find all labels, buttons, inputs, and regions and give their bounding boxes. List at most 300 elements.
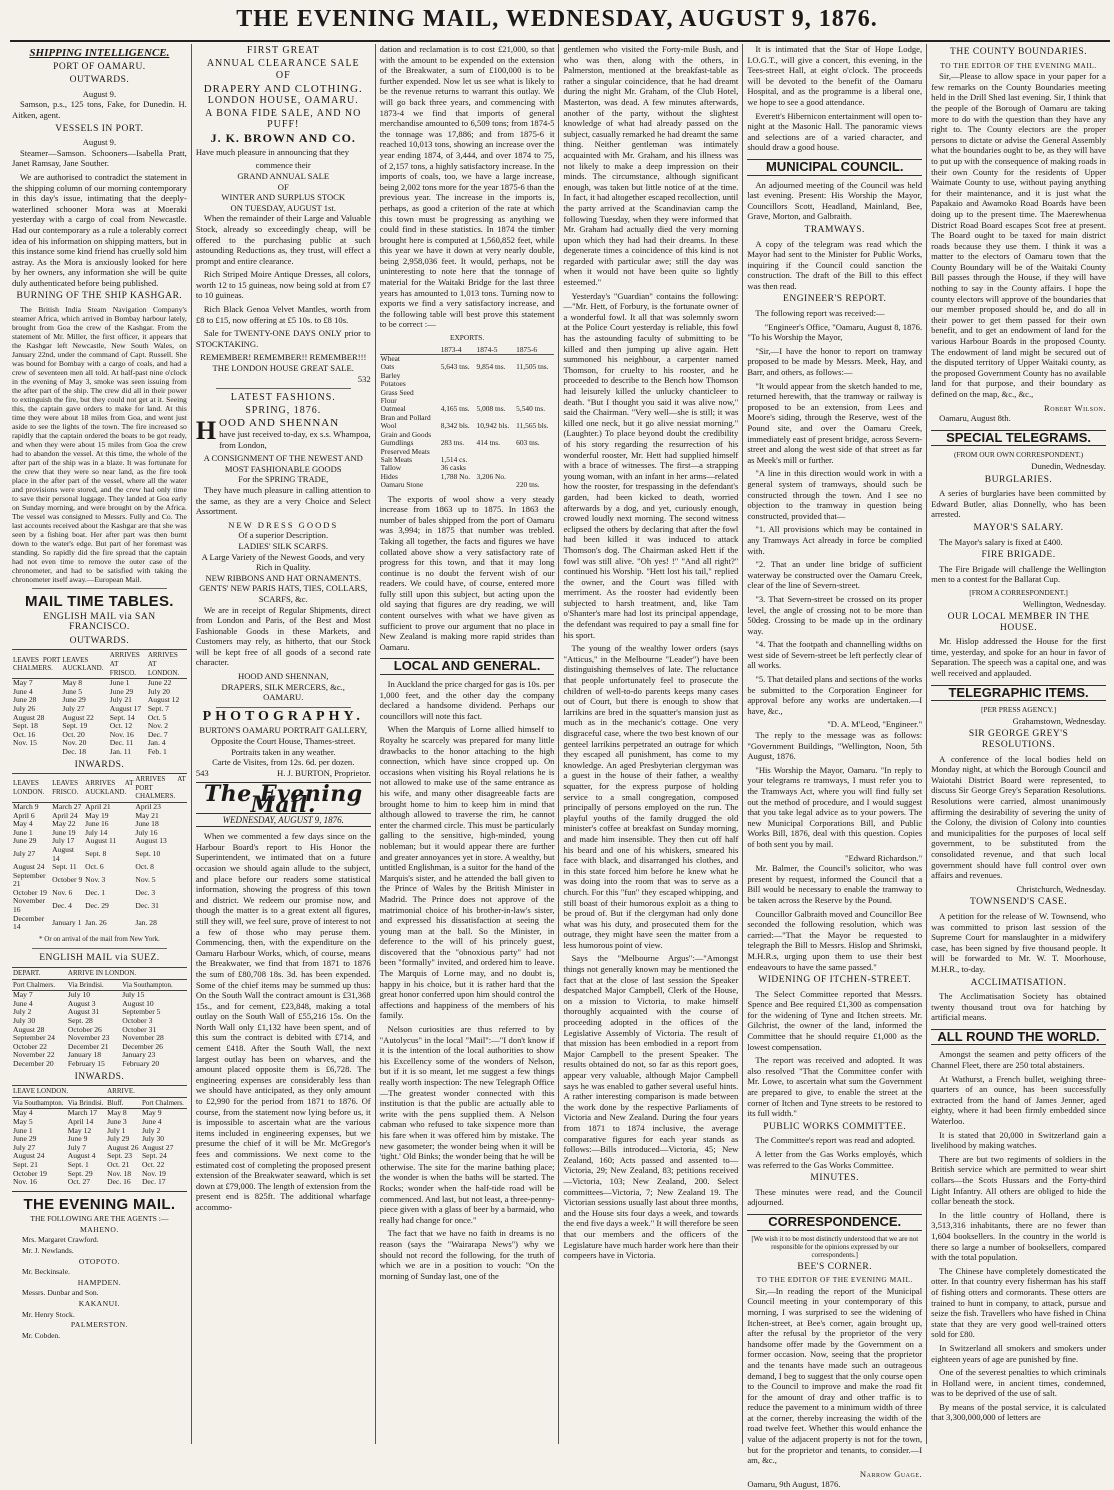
correspondent-sub: [FROM A CORRESPONDENT.] (969, 587, 1068, 597)
member-text: Mr. Hislop addressed the House for the first time, yesterday, and spoke for an hour in favor of Separation. The speech was a capital one, and was well received and applauded. (931, 636, 1106, 679)
sf-in-cell: April 24 (52, 810, 78, 820)
exports-cell: Grass Seed (380, 387, 414, 397)
fowl-paragraph: Yesterday's "Guardian" contains the following:—"Mr. Hett, of Forbury, is the fortunate owner of a wonderful fowl. It all that was solemnly sworn at the Police Court yesterday is reliable, this fowl has the astounding faculty of submitting to be killed and then jumping up alive again. Hett summoned his neighbour, a carpenter named Thomson, for cruelty to his rooster, and he proceeded to describe to the Bench how Thomson had leisurely killed the unlucky chanticleer to death. "But I thought you said it was alive now," said the Chairman. "Very well—she is still; it was killed one neck, but it go alive nessiat morning." (Laughter.) To place beyond doubt the credibility of his story regarding the resurrection of his wonderful rooster, Mr. Hett had supplied himself with a brace of witnesses. The first—a strapping young woman, with an infant in her arms—related how the rooster, for trespassing in the defendant's garden, had been kicked to death, worried afterwards by a dog, and yet, curiously enough, crowed loudly next morning. The second witness eclipsed the others by declaring that after the fowl had been killed it was induced to attack Thomson's dog. The Chairman asked Hett if the fowl was still alive. "Oh yes! !" "And all right?" continued his Worship. "Hett lost his tail," replied the owner, and the Court was filled with merriment. As the rooster had evidently been subjected to harsh treatment, and, like Tam o'Shanter's mare had lost its principal appendage, the defendant was required to pay a small fine for his sport. (563, 290, 739, 640)
suez-in-cell: June 29 (13, 1134, 37, 1144)
hood-name: OOD AND SHENNAN (219, 417, 340, 430)
suez-in-cell: June 4 (141, 1116, 162, 1126)
local-p3: Nelson curiosities are thus referred to by "Autolycus" in the local "Mail":—"I don't know if it is the intention of the local authorities to show his Excellency some of the wonders of Nelson, but if it is so meant, let me suggest a few things really worth inspection: The new Telegraph Office—The greatest wonder connected with this institution is that the public are actually able to write with the pens supplied them. A Nelson cabman who refused to take sixpence more than his fare when it was offered him by mistake. The new gasometer; the wonder being when it will be 'tight.' Old Binks; the wonder being that he will be otherwise. The site for the marine bathing place; the wonder is when the baths will be started. The Rocks; wonder when the half-tide road will be commenced. And last, but not least, a three-penny-piece given with a glass of beer by a barmaid, who really had change for once." (379, 1024, 555, 1225)
agent-place: KAKANUI. (78, 1299, 121, 1309)
suez-cell: December 20 (13, 1058, 54, 1068)
sf-out-cell: Dec. 7 (147, 729, 168, 739)
suez-col-depart: DEPART. (12, 968, 67, 980)
exports-cell: 11,565 bls. (516, 421, 549, 431)
sf-out-cell: June 1 (109, 678, 130, 688)
sf-in-cell: Dec. 3 (135, 887, 156, 897)
suez-in-cell: Dec. 16 (107, 1177, 131, 1187)
brown-line-5: ON TUESDAY, AUGUST 1st. (230, 202, 336, 213)
boundaries-letter: Sir,—Please to allow space in your paper for a few remarks on the County Boundaries meeting held in the Drill Shed last evening. Sir, I think that the people of the Borough of Oamaru are taking more to do with the question than they have any right to. The County electors are the proper persons to dictate or advise the General Assembly what the boundaries ought to be, as they will have to put up with the consequence of making roads in their own County for the residents of Upper Waimate County to use, without paying anything for their maintenance, and it is just what the Papakaio and Awamoko Road Boards have been doing up to the present time. The Maerewhenua District Road Board escapes Scot free at present. The Board ought to be taxed for main district roads because they use them. I think it was a matter to the electors of Oamaru town that the County Boundary will be of the Waitaki County Bill passes through the House, if they will have nothing to say in the County affairs. I hope the county electors will approve of the boundaries that our member proposed should be, and do all in their power to get them passed for their own benefit, and to get an endowment of land for the various Harbour Boards in the proposed County. The endowment of land might be secured out of the disputed territory of Upper Waitaki county, as the proposed Government County has no available land for that purpose, and their boundary as defined on the map, &c., &c., (931, 71, 1106, 399)
brown-number: 532 (357, 373, 371, 384)
sf-in-cell: August 13 (135, 836, 167, 846)
exports-cell (476, 389, 516, 397)
suez-table (12, 967, 187, 1069)
burglaries-text: A series of burglaries have been committed by Edward Butler, alias Donnelly, who has been arrested. (931, 488, 1106, 520)
photo-p4: Carte de Visites, from 12s. 6d. per dozen. (212, 757, 355, 768)
agent-name: Mr. J. Newlands. (22, 1246, 74, 1256)
sf-out-cell: Sept. 18 (13, 721, 38, 731)
fashions-title: LATEST FASHIONS. (230, 392, 336, 404)
council-p3b: "Engineer's Office, "Oamaru, August 8, 1876. (764, 321, 923, 332)
suez-in-cell: May 8 (107, 1108, 127, 1118)
agent-name: Mr. Cobden. (22, 1330, 61, 1340)
suez-sub-1: Via Brindisi. (67, 979, 121, 991)
sf-out-cell: Oct. 20 (62, 729, 85, 739)
burglaries-heading: BURGLARIES. (984, 474, 1053, 485)
suez-in-cell: Sept. 24 (141, 1151, 167, 1161)
photo-p1: BURTON'S OAMARU PORTRAIT GALLERY, (199, 725, 368, 736)
sf-out-cell: June 22 (147, 678, 172, 688)
sf-in-cell: Dec. 1 (85, 887, 105, 897)
sale-title: ANNUAL CLEARANCE SALE (206, 57, 360, 69)
sf-out-header: LEAVES AUCKLAND. (61, 650, 108, 679)
kashgar-heading: BURNING OF THE SHIP KASHGAR. (16, 291, 183, 302)
suez-cell: October 3 (122, 1016, 153, 1025)
sf-heading: ENGLISH MAIL via SAN FRANCISCO. (43, 611, 156, 633)
hood-p9: NEW RIBBONS AND HAT ORNAMENTS. (205, 572, 362, 583)
sale-of: OF (275, 70, 291, 82)
sf-in-cell: March 9 (13, 801, 39, 811)
suez-in-cell: August 26 (107, 1142, 139, 1152)
suez-cell: November 22 (13, 1050, 55, 1060)
suez-in-cell: Oct. 21 (107, 1159, 130, 1169)
sf-in-cell: Dec. 4 (52, 900, 72, 910)
brown-line-1: commence their (255, 160, 311, 171)
suez-in-cell: May 12 (67, 1125, 92, 1135)
sf-out-cell: Nov. 15 (13, 738, 37, 748)
sf-in-cell: Oct. 8 (135, 862, 154, 872)
argus-paragraph: Says the "Melbourne Argus":—"Amongst things not generally known may be mentioned the fact that at the close of last session the Speaker despatched Major Campbell, Clerk of the House, on a mission to Victoria, to make himself thoroughly acquainted with the course of proceeding adopted in the offices of the Legislative Assembly of Victoria. The result of that mission has been embodied in a report from Major Campbell to the present Speaker. The results obtained do not, so far as this report goes, appear very valuable, although Major Campbell says he was enabled to gather several useful hints. A rather interesting comparison is made between the work done by the respective Parliaments of Victoria and New Zealand. During the four years from 1871 to 1874 inclusive, the average comparative figures for each year stands as follows:—Bills introduced—Victoria, 45; New Zealand, 160; Acts passed and assented to—Victoria, 29; New Zealand, 83; petitions received—Victoria, 103; New Zealand, 200. Select committees—Victoria, 7; New Zealand 19. The Victorian sessions usually last about three months, and the House sits four days a week, and towards the end five days a week." It will therefore be seen that our members and the officers of the Legislature have much harder work here than their compeers have in Victoria. (563, 953, 739, 1261)
exports-cell: Oats (380, 362, 395, 372)
exports-cell: 5,008 tns. (476, 404, 506, 414)
column-5 (743, 44, 927, 1490)
kashgar-paragraph: The British India Steam Navigation Company's steamer Africa, which arrived in Bombay harbour lately, brought from Goa the crew of the Kashgar. From the statement of Mr. Miller, the first officer, it appears that the Kashgar left Newcastle, New South Wales, on January 22nd, under the command of Capt. Russell. She was bound for Bombay with a cargo of coals, and had a crew of seventeen men all told. At half-past nine o'clock in the evening of May 3, smoke was seen issuing from the after part of the ship. The crew did all in their power to extinguish the fire, but they could not get at it. Seeing this, the captain gave orders to make for land. At this time they were about 18 miles from Goa, and went just aside to see the lights of the town. The fire increased so rapidly that the captain ordered the boats to be got ready, and when they were about 15 miles from Goa the crew had to abandon the vessel. At this time, the whole of the after part of the ship was in a blaze. It was fortunate for the crew that they were so near land, as the fire took place in the after part of the vessel, where all the water and provisions were stored, and the crew had only time to save their personal luggage. They landed at Goa early on Sunday morning, and were brought on by the Africa. The vessel was consigned to Messrs. Fully and Co. The last accounts received about the Kashgar are that she was seen by a fishing boat. Her after part was then burnt down to the water's edge. But part of her foremast was standing. So rapidly did the fire spread that the captain had not even time to remove the outer case of the chronometer, and had to be satisfied with taking the chronometer itself away.—European Mail. (12, 305, 187, 585)
vessels-text: Steamer—Samson. Schooners—Isabella Pratt, Janet Ramsay, Jane Souther. (12, 147, 187, 169)
exports-cell: 11,505 tns. (516, 362, 549, 372)
suez-in-cell: Nov. 18 (107, 1168, 132, 1178)
hibernicon-paragraph: Everett's Hibernicon entertainment will open to-night at the Masonic Hall. The panoramic views and selections are of a varied character, and should draw a good house. (747, 110, 923, 153)
exports-row (380, 363, 555, 371)
special-telegrams-heading: SPECIAL TELEGRAMS. (931, 430, 1106, 447)
exports-cell: 1,514 cs. (440, 454, 468, 464)
sf-in-header: ARRIVES AT AUCKLAND. (84, 774, 134, 803)
outwards-text: Samson, p.s., 125 tons, Fake, for Dunedin. H. Aitken, agent. (12, 99, 187, 120)
exports-cell: 414 tns. (476, 438, 500, 448)
world-p9: By means of the postal service, it is calculated that 3,300,000,000 of letters are (931, 1401, 1106, 1423)
suez-in-cell: Sept. 23 (107, 1151, 132, 1161)
fashions-season: SPRING, 1876. (245, 404, 322, 416)
sf-in-cell: May 4 (13, 819, 33, 829)
suez-in-cell: August 27 (141, 1142, 174, 1152)
editorial-continued: dation and reclamation is to cost £21,000, so that with the amount to be expended on the extension of the Breakwater, a sum of £100,000 is to be further expended. Now let us see what is likely to be the revenue returns to warrant this outlay. We will go back three years, and commencing with 1873-4 we find that imports of general merchandise amounted to 6,509 tons; from 1874-5 the tonnage was 17,886; and from 1875-6 it reached 10,013 tons, showing an increase over the year ending 1874, of 3,444, and over 1874 to 75, of 2,157 tons, a highly satisfactory increase. In the imports of coals, too, we have a large increase, being 2,002 tons more for the year 1875-6 than the previous year. The increase in the imports is, perhaps, as good a criterion of the rate at which this town must be progressing as anything we could find in these statistics. In 1874 the timber brought here is computed at 1,560,852 feet, while this year we have it down at very nearly double, being 2,958,036 feet. It would, perhaps, not be uninteresting to note here that the tonnage of material for the Waitaki Bridge for the last three years has amounted to 1,013 tons. Turning now to exports we find a very satisfactory increase, and the following table will best prove this statement to be correct :— (379, 44, 555, 330)
council-p18: The Committee's report was read and adopted. (755, 1135, 916, 1146)
suez-row (12, 991, 187, 1000)
bees-date: Oamaru, 9th August, 1876. (747, 1479, 841, 1490)
dropcap-h-icon: H (195, 416, 217, 446)
council-p10: "4. That the footpath and channelling widths on west side of Severn-street be left perfectly clear of all works. (747, 639, 923, 671)
hood-p4: They have much pleasure in calling attention to the same, as they are a very Choice and Select Assortment. (195, 484, 371, 517)
exports-cell (440, 380, 476, 388)
sf-in-cell: August 11 (85, 836, 117, 846)
council-p5: "It would appear from the sketch handed to me, returned herewith, that the tramway or railway is proposed to be an extension, from Lees and Moore's siding, through the Reserve, west of the Pound site, and over the Oamaru Creek, immediately east of present bridge, across Severn-street and along the west side of that street as far as Meek's mill or further. (747, 380, 923, 465)
sf-in-cell: Nov. 6 (52, 887, 73, 897)
correspondence-heading: CORRESPONDENCE. (747, 1214, 922, 1231)
suez-in-cell: August 24 (13, 1151, 45, 1161)
brown-intro: Have much pleasure in announcing that they (195, 146, 350, 157)
suez-in-cell: March 17 (67, 1108, 98, 1118)
telegraphic-sub: [PER PRESS AGENCY.] (980, 705, 1057, 715)
column-6 (927, 44, 1110, 1444)
sf-out-header: LEAVES PORT CHALMERS. (12, 650, 61, 679)
agent-place: OTOPOTO. (78, 1256, 120, 1266)
suez-in-cell: Sept. 21 (13, 1159, 38, 1169)
suez-in-cell: May 4 (13, 1108, 33, 1118)
brown-line-3: OF (277, 181, 289, 192)
column-1 (8, 44, 192, 1444)
divider (32, 588, 167, 589)
council-p15: Councillor Galbraith moved and Councillor Bee seconded the following resolution, which was carried:—"That the Mayor be requested to telegraph the Bill to Messrs. Hislop and Shrimski, M.H.R.s, urging upon them to use their best endeavours to have the same passed." (747, 908, 923, 972)
suez-in-cell: Sept. 29 (67, 1168, 93, 1178)
brown-p2: When the remainder of their Large and Valuable Stock, already so exceedingly cheap, will be offered to the purchasing public at such astounding Reductions as, they trust, will effect a prompt and entire clearance. (195, 213, 371, 266)
sf-out-cell: June 5 (62, 686, 83, 696)
exports-cell: Grain and Goods (380, 429, 432, 439)
brown-p4: Rich Black Genoa Velvet Mantles, worth from £8 to £15, now offering at £5 10s. to £8 10s. (195, 304, 371, 325)
sf-in-cell: April 21 (85, 801, 111, 811)
sf-out-cell: Oct. 12 (109, 721, 133, 731)
sf-out-cell: Jan. 11 (109, 746, 132, 756)
itchen-heading: WIDENING OF ITCHEN-STREET. (758, 975, 912, 986)
suez-in-sub-2: Bluff. (106, 1097, 141, 1109)
wellington-dateline: Wellington, Wednesday. (1022, 598, 1106, 609)
sf-out-cell: July 20 (147, 686, 170, 696)
grey-heading: SIR GEORGE GREY'S RESOLUTIONS. (968, 729, 1069, 751)
exports-cell: Hides (380, 471, 398, 481)
suez-row (12, 1000, 187, 1009)
exports-cell: Salt Meats (380, 454, 413, 464)
sf-inwards-heading: INWARDS. (74, 759, 125, 770)
exports-cell (440, 389, 476, 397)
sf-out-cell: Dec. 18 (62, 746, 87, 756)
suez-cell: February 20 (122, 1058, 160, 1068)
sf-out-cell: June 4 (13, 686, 33, 696)
council-p13-sig: "Edward Richardson." (844, 852, 923, 863)
sf-out-cell: Oct. 5 (147, 712, 167, 722)
hood-sig-2: DRAPERS, SILK MERCERS, &c., (221, 681, 345, 692)
exports-cell: 3,206 No. (476, 471, 506, 481)
exports-cell: Oatmeal (380, 404, 406, 414)
sf-in-cell: January 1 (52, 917, 82, 927)
masthead-title: THE EVENING MAIL, WEDNESDAY, AUGUST 9, 1876. (236, 6, 878, 32)
editorial: When we commented a few days since on the Harbour Board's report to His Honor the Superintendent, we intimated that on a future occasion we should again allude to the subject, and place before our readers some statistical information, showing the progress of this town and district. We redeem our promise now, and though the matter is to a great extent all figures, still they will, we feel sure, prove of interest to not a few of those who may peruse them. Commencing, then, with the expenditure on the Oamaru Harbour Works, which, of course, means the Breakwater, we find that from 1871 to 1876 the sum of £80,708 18s. 3d. has been expended. Some of the chief items may be summed up thus: On the South Wall the contract amount is £31,368 15s., and for cement, £23,848, making a total outlay on the South Wall of £55,216 15s. On the North Wall only £1,132 have been spent, and of this sum the contract is debited with £714, and cement £418. After the South Wall, the next largest outlay has been on wharves, and the amount placed opposite them is £6,728. The engineering expenses are considerably less than we should have anticipated, as they only amount to £2,990 for the period from 1871 to 1876. Of course, from the statement now lying before us, it is impossible to ascertain what are the various items included in engineering expenses, but we presume the chief of it will be Mr. McGregor's fees and commissions. We next come to the estimated cost of completing the proposed present extension of the Breakwater seaward, which is set down at £79,000. The length of extension from the present end is 825ft. The additional wharfage accommo- (195, 831, 371, 1212)
exports-cell: 9,854 tns. (476, 362, 506, 372)
council-p19: A letter from the Gas Works employés, which was referred to the Gas Works Committee. (747, 1149, 923, 1170)
sf-out-header: ARRIVES AT LONDON. (147, 650, 187, 679)
hood-p3: For the SPRING TRADE, (238, 474, 329, 485)
exports-cell (440, 372, 476, 380)
sf-out-cell: Sept. 14 (109, 712, 135, 722)
column-3 (376, 44, 560, 1444)
suez-in-cell: Nov. 16 (13, 1177, 37, 1187)
council-p3c: "To his Worship the Mayor, (747, 332, 843, 343)
sf-in-header: LEAVES FRISCO. (51, 774, 84, 803)
sf-out-cell: May 8 (62, 678, 83, 688)
exports-header: 1875-6 (515, 346, 554, 355)
bees-signature: Narrow Guage. (859, 1468, 923, 1479)
sf-out-cell: July 26 (13, 704, 36, 713)
exports-cell (515, 448, 554, 456)
sf-in-row (12, 915, 187, 932)
council-p6: "A line in this direction would work in with a general system of tramways, should such be constructed through the town. And I see no objection to the tramway in question being constructed, provided that— (747, 468, 923, 521)
suez-cell: October 26 (67, 1024, 102, 1034)
local-p4: The fact that we have no faith in dreams is no reason (says the "Wairarapa News") why we should not record the following, for the truth of which we are in a position to vouch: "On the morning of Sunday last, one of the (379, 1228, 555, 1281)
suez-in-cell: July 1 (107, 1125, 126, 1135)
council-p11-sig: "D. A. M'Leod, "Engineer." (827, 719, 923, 730)
suez-cell: September 24 (13, 1033, 55, 1043)
public-works-heading: PUBLIC WORKS COMMITTEE. (763, 1121, 907, 1132)
suez-sub-0: Port Chalmers. (12, 979, 67, 991)
columns (8, 44, 1110, 1490)
agents-subheading: THE FOLLOWING ARE THE AGENTS :— (30, 1214, 169, 1224)
suez-in-col-leave: LEAVE LONDON. (12, 1086, 106, 1098)
suez-in-cell: May 5 (13, 1116, 33, 1126)
townsend-text: A petition for the release of W. Townsend, who was committed to prison last session of the Supreme Court for manslaughter in a midwifery case, has been signed by five thousand people. It will be forwarded to Mr. W. T. Moorhouse, M.H.R., to-day. (931, 910, 1106, 974)
suez-cell: January 23 (122, 1050, 156, 1060)
suez-in-sub-1: Via Brindisi. (67, 1097, 106, 1109)
boundaries-heading: THE COUNTY BOUNDARIES. (950, 47, 1088, 57)
exports-cell (476, 481, 516, 489)
world-p6: The Chinese have completely domesticated the otter. In that country every fisherman has his staff of fishing otters and cormorants. These otters are trained to hunt in company, to attack, pursue and seize the fish. Travellers who have fished in China state that they are very good well-trained otters sold for £80. (931, 1265, 1106, 1340)
sf-in-cell: July 16 (135, 827, 158, 837)
suez-cell: December 21 (67, 1041, 109, 1051)
sf-in-cell: Sept. 8 (85, 849, 107, 859)
grahamstown-dateline: Grahamstown, Wednesday. (1012, 715, 1106, 726)
exports-row (380, 481, 555, 489)
sf-in-cell: Dec. 31 (135, 900, 159, 910)
paper-title: The Evening Mail. (203, 781, 363, 818)
exports-cell: 283 tns. (440, 438, 465, 448)
divider (216, 707, 351, 708)
sf-out-cell: August 28 (13, 712, 45, 722)
sale-pre: FIRST GREAT (246, 45, 320, 56)
sf-in-cell: July 14 (85, 827, 108, 837)
agents-heading: THE EVENING MAIL. (23, 1195, 176, 1213)
suez-in-cell: July 30 (141, 1134, 165, 1144)
sf-in-cell: Oct. 6 (85, 862, 104, 872)
larrikins-paragraph: The young of the wealthy lower orders (says "Atticus," in the Melbourne "Leader") have been distinguishing themselves of late. The reluctance that people unfortunately feel to prosecute the children of well-to-do parents keeps many cases out of Court, but there is enough to show that larrikins are bred in the squatter's mansion just as much as in the mechanic's cottage. One very disgraceful case, where the two best known of our genteel larrikins perpetrated an outrage for which they escaped all punishment, has come to my knowledge. An aged Presbyterian clergyman was a guest in the house of their father, a wealthy squatter, for the express purpose of holding service to a small congregation, composed principally of persons employed on the run. The playful youths of the family drugged the old minister's coffee at breakfast on Sunday morning, and made him insensible. They then cut off half his beard and one of his whiskers, smeared his face with black, and disarranged his clothes, and in this state forced him before he knew what he was doing into the room that was to serve as a church. For this "fun" they escaped whipping, and still boast of their humorous exploit as a thing to be proud of. But if the clergyman had only done what was his duty, and prosecuted them for the outrage, they might have seen the matter from a less humorous point of view. (563, 643, 739, 950)
sf-in-row (12, 872, 187, 889)
exports-cell: 10,942 bls. (476, 421, 510, 431)
exports-cell (476, 372, 516, 380)
exports-cell: Wool (380, 421, 397, 431)
minutes-heading: MINUTES. (810, 1173, 860, 1184)
suez-in-cell: Dec. 17 (141, 1177, 166, 1187)
sf-in-header: ARRIVES AT PORT CHALMERS. (134, 774, 186, 803)
sale-what: DRAPERY AND CLOTHING. (203, 82, 363, 95)
agent-place: MAHENO. (80, 1224, 119, 1234)
hood-p7: LADIES' SILK SCARFS. (238, 540, 329, 551)
sf-out-cell: Nov. 2 (147, 721, 169, 731)
agent-name: Mrs. Margaret Crawford. (22, 1235, 99, 1245)
boundaries-signature: Robert Wilson. (1044, 402, 1106, 413)
sf-in-cell: May 22 (52, 819, 76, 829)
photo-title: PHOTOGRAPHY. (202, 708, 364, 724)
exports-table (380, 346, 555, 490)
masthead-rule (10, 40, 1110, 42)
exports-cell (515, 456, 554, 464)
fire-heading: FIRE BRIGADE. (981, 550, 1056, 561)
suez-in-cell: July 29 (107, 1134, 130, 1144)
exports-cell (476, 448, 516, 456)
council-heading: MUNICIPAL COUNCIL. (747, 159, 922, 176)
exports-cell: 5,540 tns. (516, 404, 546, 414)
vessels-date: August 9. (82, 137, 117, 148)
exports-cell: Wheat (380, 354, 400, 364)
special-telegrams-sub: (FROM OUR OWN CORRESPONDENT.) (953, 450, 1084, 460)
sale-bona: A BONA FIDE SALE, AND NO PUFF! (205, 107, 362, 130)
council-p4: "Sir,—I have the honor to report on tramway proposed to be made by Messrs. Meek, Hay, and Barr, and others, as follows:— (747, 345, 923, 378)
suez-in-cell: June 3 (107, 1116, 127, 1126)
exports-cell: Oamaru Stone (380, 480, 424, 490)
suez-in-cell: July 7 (67, 1142, 87, 1152)
suez-in-cell: June 9 (67, 1134, 88, 1144)
suez-cell: February 15 (67, 1058, 105, 1068)
suez-in-cell: Sept. 1 (67, 1159, 89, 1169)
exports-cell: 603 tns. (516, 438, 540, 448)
sf-in-cell: Sept. 11 (52, 862, 77, 872)
exports-cell: Tallow (380, 463, 402, 473)
suez-cell: July 15 (122, 990, 145, 1000)
exports-cell: Bran and Pollard (380, 412, 431, 422)
suez-cell: July 30 (13, 1016, 36, 1025)
world-p1: Amongst the seamen and petty officers of the Channel Fleet, there are 250 total abstainers. (931, 1049, 1106, 1071)
sf-out-cell: August 17 (109, 704, 142, 713)
sf-out-cell: Jan. 4 (147, 738, 166, 748)
shipping-paragraph: We are authorised to contradict the statement in the shipping column of our morning contemporary in this day's issue, intimating that the deeply-waterlined schooner Mora was at Moeraki yesterday with a cargo of coal from Newcastle. Had our contemporary as a rule a tolerably correct idea of his information on shipping matters, but in this instance some kind friend has cruelly sold him astray. As the Mora is anxiously looked for here by her owners, any information she will be quite duly authenticated before being published. (12, 171, 187, 288)
sf-in-cell: Nov. 5 (135, 874, 156, 884)
photo-signature: H. J. BURTON, Proprietor. (277, 767, 371, 778)
sf-in-cell: July 17 (52, 836, 75, 846)
agent-name: Mr. Henry Stock. (22, 1309, 75, 1319)
exports-cell: 220 tns. (516, 480, 540, 490)
sf-out-cell (12, 748, 61, 757)
suez-in-row (12, 1118, 187, 1127)
suez-cell: October 22 (13, 1041, 47, 1051)
exports-cell: 4,165 tns. (440, 404, 470, 414)
sf-in-header: LEAVES LONDON. (12, 774, 51, 803)
sf-note: * Or on arrival of the mail from New York. (39, 934, 160, 943)
suez-row (12, 1060, 187, 1069)
photo-p2: Opposite the Court House, Thames-street. (211, 736, 356, 747)
correspondence-note: [We wish it to be most distinctly understood that we are not responsible for the opinions expressed by our correspondents.] (751, 1234, 919, 1259)
sf-in-cell: May 21 (135, 810, 159, 820)
hood-p6: Of a superior Description. (238, 530, 329, 541)
sf-in-cell: Sept. 10 (135, 849, 161, 859)
hood-p10: GENTS' NEW PARIS HATS, TIES, COLLARS, SCARFS, &c. (199, 583, 368, 604)
member-heading: OUR LOCAL MEMBER IN THE HOUSE. (947, 612, 1090, 633)
fire-text: The Fire Brigade will challenge the Wellington men to a contest for the Ballarat Cup. (931, 563, 1106, 585)
townsend-heading: TOWNSEND'S CASE. (969, 897, 1068, 908)
acclimatisation-text: The Acclimatisation Society has obtained twenty thousand trout ova for hatching by artificial means. (931, 991, 1106, 1023)
sf-out-cell: Feb. 1 (147, 746, 167, 756)
boundaries-date: Oamaru, August 8th. (939, 413, 1011, 424)
exports-row (380, 389, 555, 397)
brown-p6: REMEMBER! REMEMBER!! REMEMBER!!! (200, 352, 367, 363)
sf-inwards-table (12, 773, 187, 932)
world-p5: In the little country of Holland, there is 3,513,316 inhabitants, there are no fewer than 1,604 booksellers. In the country in the world is there so large a number of booksellers, compared with the total population. (931, 1209, 1106, 1263)
suez-in-cell: July 27 (13, 1142, 36, 1152)
council-p3: The following report was received:— (755, 308, 885, 319)
sf-out-cell: June 29 (62, 695, 86, 705)
mayor-heading: MAYOR'S SALARY. (973, 522, 1064, 533)
divider (12, 1191, 187, 1192)
column-4 (559, 44, 743, 1444)
suez-in-cell: July 2 (141, 1125, 161, 1135)
sf-in-cell: August 24 (13, 862, 45, 872)
exports-cell (476, 380, 516, 388)
brown-p7: THE LONDON HOUSE GREAT SALE. (212, 363, 354, 374)
suez-in-cell: Nov. 19 (141, 1168, 166, 1178)
photo-p3: Portraits taken in any weather. (231, 746, 336, 757)
brown-p3: Rich Striped Moire Antique Dresses, all colors, worth 12 to 15 guineas, now being sold at from £7 to 10 guineas. (195, 269, 371, 301)
sf-in-cell: December 14 (13, 913, 45, 932)
suez-cell: June 4 (13, 998, 33, 1008)
suez-in-cell: October 19 (13, 1168, 47, 1178)
sf-outwards-table (12, 649, 187, 756)
exports-cell: 8,342 bls. (440, 421, 470, 431)
sf-in-cell: September 21 (13, 870, 46, 889)
mail-heading: MAIL TIME TABLES. (25, 593, 174, 611)
agent-name: Mr. Beckinsale. (22, 1267, 70, 1277)
world-heading: ALL ROUND THE WORLD. (931, 1029, 1106, 1046)
agent-place: HAMPDEN. (77, 1277, 122, 1287)
suez-cell: Sept. 28 (67, 1016, 93, 1025)
suez-cell: January 18 (67, 1050, 102, 1060)
suez-cell: November 28 (122, 1033, 164, 1043)
exports-cell: Preserved Meats (380, 446, 430, 456)
sale-where: LONDON HOUSE, OAMARU. (207, 95, 359, 107)
exports-cell: 36 casks (440, 463, 466, 473)
brown-name: J. K. BROWN AND CO. (210, 131, 356, 146)
bees-letter: Sir,—In reading the report of the Municipal Council meeting in your contemporary of this morning, I was surprised to see the widening of Itchen-street, at Bee's corner, again brought up, after the refusal by the proprietor of the very handsome offer made by the Government on a former occasion. Now, seeing that the proprietor and the tenants have made such an outrageous demand, I beg to suggest that the only course open to the Council to improve and make the road fit for the amount of dray and other traffic is to reduce the pavement to a minimum width of three at the corner, thereby increasing the width of the road twelve feet. Whether this would enhance the value of the adjacent property is not for the town, but for the proprietor and tenants, to consider.—I am, &c., (747, 1285, 923, 1466)
sf-out-cell: Nov. 20 (62, 738, 87, 748)
sf-in-row (12, 837, 187, 846)
dream-continued: gentlemen who visited the Forty-mile Bush, and who was then, along with the others, in Palmerston, mentioned at the breakfast-table as rather a singular coincidence, that he had dreamt during the night Mr. Graham, of the Club Hotel, Masterton, was dead. A few minutes afterwards, another of the party, without the slightest knowledge of what had already passed on the subject, casually remarked he had dreamt the same thing. Neither gentleman was intimately acquainted with Mr. Graham, and his illness was not likely to make a deep impression on their minds. The circumstance, although significant enough, was taken but little notice of at the time. In fact, it had altogether escaped recollection, until the party arrived at the Scandinavian camp the following Tuesday, when they were informed that Mr. Graham had actually died the very morning upon which they had had their dreams. In these degenerate times a coincidence of this kind is not regarded with particular awe; still the day was when it would not have been quite so lightly esteemed." (563, 44, 739, 288)
sf-in-cell: Jan. 28 (135, 917, 157, 927)
lodge-paragraph: It is intimated that the Star of Hope Lodge, I.O.G.T., will give a concert, this evening, in the Tees-street Hall, at eight o'clock. The proceeds will be devoted to the benefit of the Oamaru Hospital, and as the programme is a liberal one, we hope to see a good attendance. (747, 44, 923, 107)
sf-out-cell: May 7 (13, 678, 33, 688)
sf-in-cell: June 1 (13, 827, 33, 837)
suez-in-cell: June 1 (13, 1125, 33, 1135)
exports-row (380, 456, 555, 464)
council-p2: A copy of the telegram was read which the Mayor had sent to the Minister for Public Works, inquiring if the Council could sanction the construction. The draft of the Bill to this effect was then read. (747, 238, 923, 291)
exports-cell: 5,643 tns. (440, 362, 470, 372)
agents-list (12, 1225, 187, 1342)
photo-signature-line (196, 768, 371, 779)
exports-header: 1873-4 (440, 346, 476, 355)
sf-in-row (12, 897, 187, 914)
council-p12: The reply to the message was as follows: "Government Buildings, "Wellington, Noon, 5th August, 1876. (747, 730, 923, 762)
paper-date: WEDNESDAY, AUGUST 9, 1876. (196, 813, 371, 828)
council-p7: "1. All provisions which may be contained in any Tramways Act already in force be complied with. (747, 524, 923, 556)
sf-out-cell: July 27 (62, 704, 85, 713)
